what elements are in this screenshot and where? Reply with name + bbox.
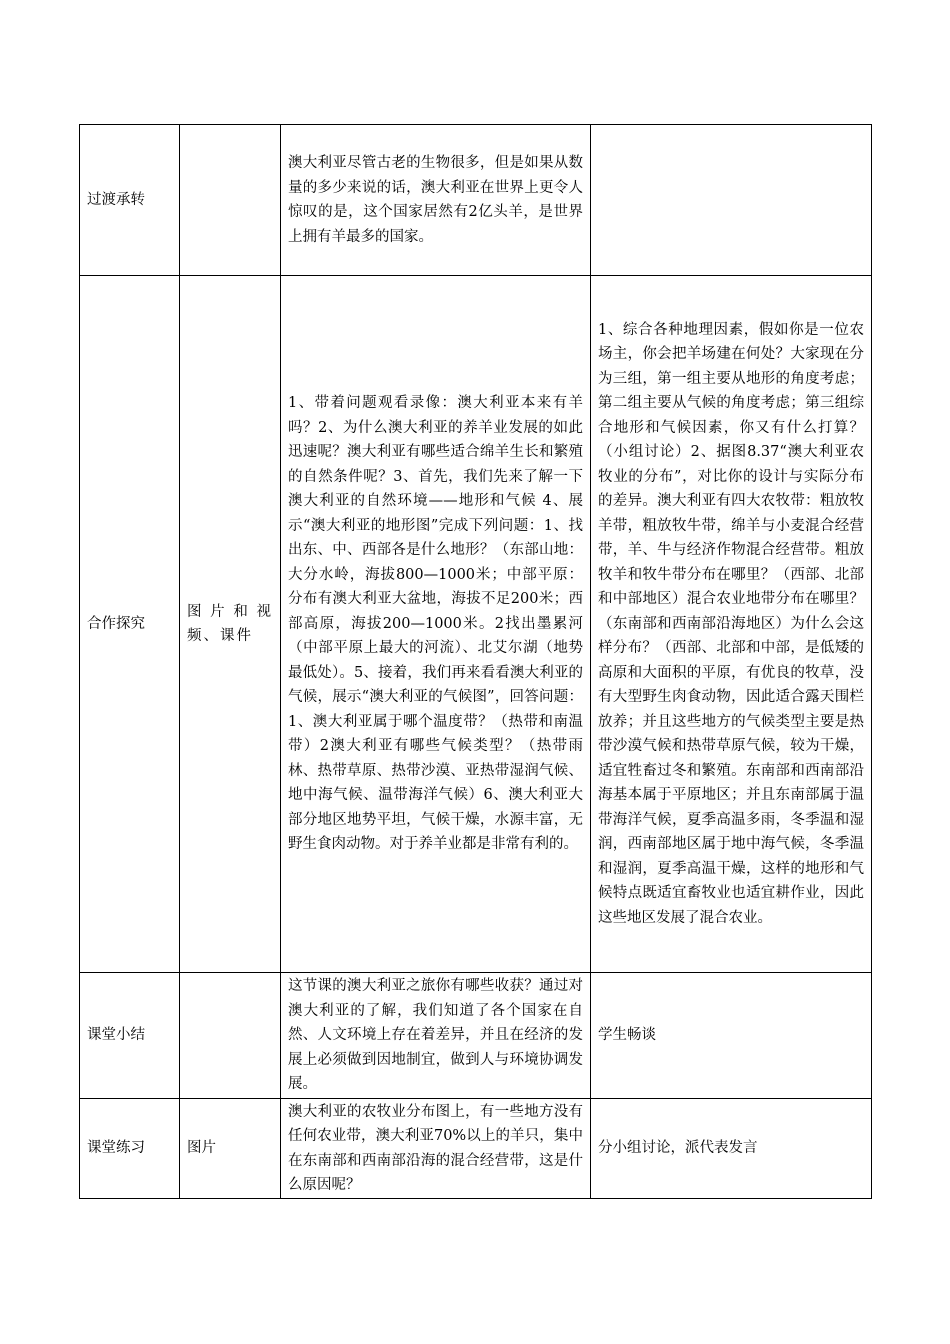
teacher-activity-cell: 澳大利亚尽管古老的生物很多，但是如果从数量的多少来说的话，澳大利亚在世界上更令人惊叹的是，这个国家居然有2亿头羊，是世界上拥有羊最多的国家。	[281, 125, 591, 276]
teacher-activity-cell: 澳大利亚的农牧业分布图上，有一些地方没有任何农业带，澳大利亚70%以上的羊只，集中在东南部和西南部沿海的混合经营带，这是什么原因呢？	[281, 1099, 591, 1199]
student-activity-cell: 学生畅谈	[591, 973, 872, 1099]
media-cell	[180, 276, 281, 973]
stage-cell: 课堂练习	[80, 1099, 180, 1199]
student-activity-cell: 1、综合各种地理因素，假如你是一位农场主，你会把羊场建在何处？大家现在分为三组，第一组主要从地形的角度考虑；第二组主要从气候的角度考虑；第三组综合地形和气候因素，你又有什么打算？（小组讨论）2、据图8.37“澳大利亚农牧业的分布”，对比你的设计与实际分布的差异。澳大利亚有四大农牧带：粗放牧羊带，粗放牧牛带，绵羊与小麦混合经营带，羊、牛与经济作物混合经营带。粗放牧羊和牧牛带分布在哪里？（西部、北部和中部地区）混合农业地带分布在哪里？（东南部和西南部沿海地区）为什么会这样分布？（西部、北部和中部，是低矮的高原和大面积的平原，有优良的牧草，没有大型野生肉食动物，因此适合露天围栏放养；并且这些地方的气候类型主要是热带沙漠气候和热带草原气候，较为干燥，适宜牲畜过冬和繁殖。东南部和西南部沿海基本属于平原地区；并且东南部属于温带海洋气候，夏季高温多雨，冬季温和湿润，西南部地区属于地中海气候，冬季温和湿润，夏季高温干燥，这样的地形和气候特点既适宜畜牧业也适宜耕作业，因此这些地区发展了混合农业。	[591, 276, 872, 973]
stage-cell: 合作探究	[80, 276, 180, 973]
media-cell	[180, 973, 281, 1099]
media-cell	[180, 125, 281, 276]
student-activity-cell: 分小组讨论，派代表发言	[591, 1099, 872, 1199]
lesson-plan-table	[79, 124, 872, 1199]
stage-cell: 过渡承转	[80, 125, 180, 276]
table-row	[80, 125, 872, 276]
stage-cell: 课堂小结	[80, 973, 180, 1099]
teacher-activity-cell: 这节课的澳大利亚之旅你有哪些收获？通过对澳大利亚的了解，我们知道了各个国家在自然、人文环境上存在着差异，并且在经济的发展上必须做到因地制宜，做到人与环境协调发展。	[281, 973, 591, 1099]
media-cell-text: 图片和视频、课件	[187, 603, 273, 644]
table-row	[80, 973, 872, 1099]
teacher-activity-cell: 1、带着问题观看录像：澳大利亚本来有羊吗？2、为什么澳大利亚的养羊业发展的如此迅速呢？澳大利亚有哪些适合绵羊生长和繁殖的自然条件呢？3、首先，我们先来了解一下澳大利亚的自然环境——地形和气候 4、展示“澳大利亚的地形图”完成下列问题：1、找出东、中、西部各是什么地形？（东部山地：大分水岭，海拔800—1000米；中部平原：分布有澳大利亚大盆地，海拔不足200米；西部高原，海拔200—1000米。2找出墨累河（中部平原上最大的河流）、北艾尔湖（地势最低处）。5、接着，我们再来看看澳大利亚的气候，展示“澳大利亚的气候图”，回答问题：1、澳大利亚属于哪个温度带？（热带和南温带）2澳大利亚有哪些气候类型？（热带雨林、热带草原、热带沙漠、亚热带湿润气候、地中海气候、温带海洋气候）6、澳大利亚大部分地区地势平坦，气候干燥，水源丰富，无野生食肉动物。对于养羊业都是非常有利的。	[281, 276, 591, 973]
student-activity-cell	[591, 125, 872, 276]
table-row	[80, 1099, 872, 1199]
media-cell: 图片	[180, 1099, 281, 1199]
table-row	[80, 276, 872, 973]
